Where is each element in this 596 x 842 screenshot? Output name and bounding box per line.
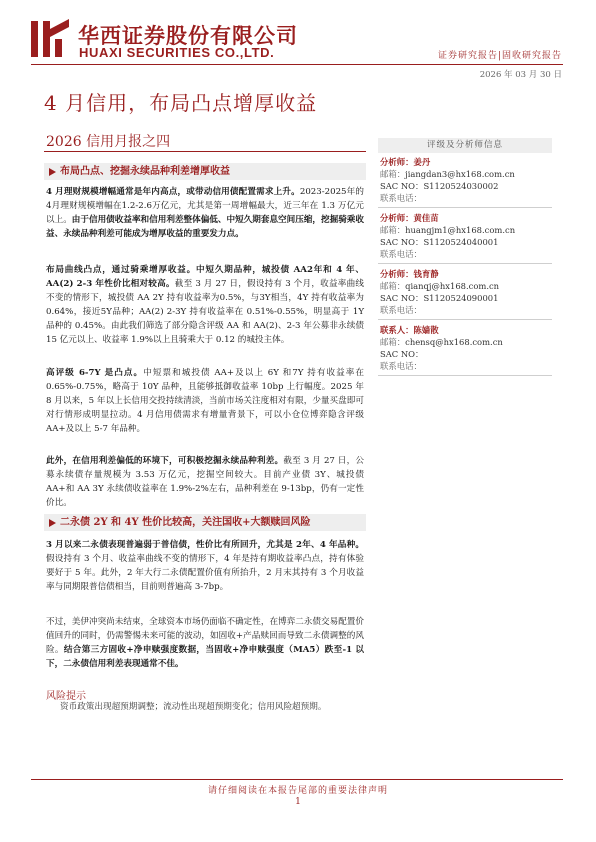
analyst-card <box>380 212 552 260</box>
analyst-divider <box>378 207 552 208</box>
analyst-role: 分析师： <box>380 157 414 167</box>
analyst-email[interactable]: qianqj@hx168.com.cn <box>405 281 500 291</box>
analyst-info-heading: 评级及分析师信息 <box>378 138 552 153</box>
phone-label: 联系电话： <box>380 361 422 371</box>
contact-role: 联系人： <box>380 325 414 335</box>
email-label: 邮箱： <box>380 225 406 235</box>
phone-label: 联系电话： <box>380 305 422 315</box>
analyst-email[interactable]: jiangdan3@hx168.com.cn <box>405 169 515 179</box>
paragraph-text: 2023-2025年的4月理财规模增幅在1.2-2.6万亿元，尤其是第一周增幅最大，近三年在 1.3 万亿元以上。 <box>46 187 364 226</box>
sac-label: SAC NO： <box>380 349 424 359</box>
footer-divider <box>31 779 563 780</box>
analyst-divider <box>378 375 552 376</box>
paragraph-emphasis: 由于信用债收益率和信用利差整体偏低、中短久期套息空间压缩，挖掘骑乘收益、永续品种利差可能成为增厚收益的重要发力点。 <box>46 215 364 240</box>
report-date: 2026 年 03 月 30 日 <box>479 70 562 80</box>
paragraph-lead: 3 月以来二永债表现普遍弱于普信债，性价比有所回升，尤其是 2年、4 年品种。 <box>46 540 364 550</box>
analyst-role: 分析师： <box>380 213 414 223</box>
triangle-bullet-icon <box>49 168 56 176</box>
analyst-sac: S1120524030002 <box>423 181 499 191</box>
analyst-sac: S1120524090001 <box>423 293 499 303</box>
contact-name: 陈嫱散 <box>413 325 439 335</box>
analyst-divider <box>378 319 552 320</box>
paragraph-lead: 此外，在信用利差偏低的环境下，可积极挖掘永续品种利差。 <box>46 456 284 466</box>
paragraph <box>46 538 364 594</box>
section-heading-text: 布局凸点、挖掘永续品种利差增厚收益 <box>60 166 230 177</box>
paragraph-lead: 4 月理财规模增幅通常是年内高点，或带动信用债配置需求上升。 <box>46 187 300 197</box>
paragraph <box>46 185 364 241</box>
section-heading <box>44 163 366 180</box>
paragraph <box>46 454 364 510</box>
page-number: 1 <box>295 797 301 807</box>
paragraph-text: 不过，美伊冲突尚未结束，全球资本市场仍面临不确定性，在博弈二永债交易配置价值回升的同时，仍需警惕未来可能的波动，如固收+产品赎回而导致二永债调整的风险。 <box>46 617 364 656</box>
analyst-name: 黄佳苗 <box>413 213 439 223</box>
section-heading <box>44 514 366 531</box>
paragraph-emphasis: 结合第三方固收+净申赎强度数据，当固收+净申赎强度（MA5）跌至-1 以下，二永债信用利差表现通常不佳。 <box>46 645 364 670</box>
sac-label: SAC NO： <box>380 293 424 303</box>
section-heading-text: 二永债 2Y 和 4Y 性价比较高，关注国收+大额赎回风险 <box>60 517 311 528</box>
report-title: 4 月信用，布局凸点增厚收益 <box>44 91 318 115</box>
paragraph-lead: 高评级 6-7Y 是凸点。 <box>46 368 144 378</box>
analyst-name: 姜丹 <box>413 157 431 167</box>
paragraph <box>46 615 364 671</box>
subtitle-divider <box>44 151 366 152</box>
paragraph-lead: 布局曲线凸点，通过骑乘增厚收益。中短久期品种，城投债 AA2年和 4 年、AA(2) 2-3 年性价比相对较高。 <box>46 265 364 290</box>
sac-label: SAC NO： <box>380 237 424 247</box>
phone-label: 联系电话： <box>380 193 422 203</box>
sac-label: SAC NO： <box>380 181 424 191</box>
analyst-card <box>380 268 552 316</box>
huaxi-logo-icon <box>31 19 69 59</box>
analyst-divider <box>378 263 552 264</box>
company-name-cn: 华西证券股份有限公司 <box>78 24 298 48</box>
email-label: 邮箱： <box>380 281 406 291</box>
contact-email[interactable]: chensq@hx168.com.cn <box>405 337 503 347</box>
risk-text: 资币政策出现超预期调整；流动性出现超预期变化；信用风险超预期。 <box>60 702 327 712</box>
report-type: 证券研究报告|固收研究报告 <box>437 51 562 61</box>
paragraph <box>46 366 364 436</box>
analyst-email[interactable]: huangjm1@hx168.com.cn <box>405 225 516 235</box>
paragraph <box>46 263 364 348</box>
header-divider <box>31 64 563 65</box>
report-subtitle: 2026 信用月报之四 <box>46 134 171 150</box>
analyst-role: 分析师： <box>380 269 414 279</box>
email-label: 邮箱： <box>380 337 406 347</box>
legal-notice: 请仔细阅读在本报告尾部的重要法律声明 <box>207 786 388 796</box>
email-label: 邮箱： <box>380 169 406 179</box>
paragraph-text: 截至 3 月 27 日，公募永续债存量规模为 3.53 万亿元，挖掘空间较大。目前产业债 3Y、城投债 AA+和 AA 3Y 永续债收益率在 1.9%-2%左右，品种利差在 9-13bp，仍有一定性价比。 <box>46 456 364 509</box>
contact-card <box>380 324 552 372</box>
triangle-bullet-icon <box>49 519 56 527</box>
paragraph-text: 中短票和城投债 AA+及以上 6Y 和7Y 持有收益率在 0.65%-0.75%，略高于 10Y 品种，且能够抵御收益率 10bp 上行幅度。2025 年 8 月以来，5 年以上长信用交投持续清淡，当前市场关注度相对有限，少量买盘即可对行情形成明显拉动。4 月信用债需求有增量背景下，可以小仓位博弈隐含评级 AA+及以上 5-7 年品种。 <box>46 368 364 435</box>
paragraph-text: 截至 3 月 27 日，假设持有 3 个月，收益率曲线不变的情形下，城投债 AA 2Y 持有收益率为0.5%，与3Y相当，4Y 持有收益率为0.64%，接近5Y品种；AA(2) 2-3Y 持有收益率在 0.51%-0.55%，明显高于 1Y 品种的 0.45%。由此我们筛选了部分隐含评级 AA 和 AA(2)、2-3 年公募非永续债 15 亿元以上、收益率 1.9%以上且骑乘大于 0.12 的城投主体。 <box>46 279 364 346</box>
phone-label: 联系电话： <box>380 249 422 259</box>
analyst-sac: S1120524040001 <box>423 237 499 247</box>
risk-heading: 风险提示 <box>46 691 86 702</box>
analyst-name: 钱育静 <box>413 269 439 279</box>
company-name-en: HUAXI SECURITIES CO.,LTD. <box>79 45 275 60</box>
paragraph-text: 假设持有 3 个月、收益率曲线不变的情形下，4 年是持有期收益率凸点，持有体验要好于 5 年。此外，2 年大行二永债配置价值有所抬升，2 月末其持有 3 个月收益率与同期限普信债相当，目前则普遍高 3-7bp。 <box>46 554 364 593</box>
analyst-card <box>380 156 552 204</box>
